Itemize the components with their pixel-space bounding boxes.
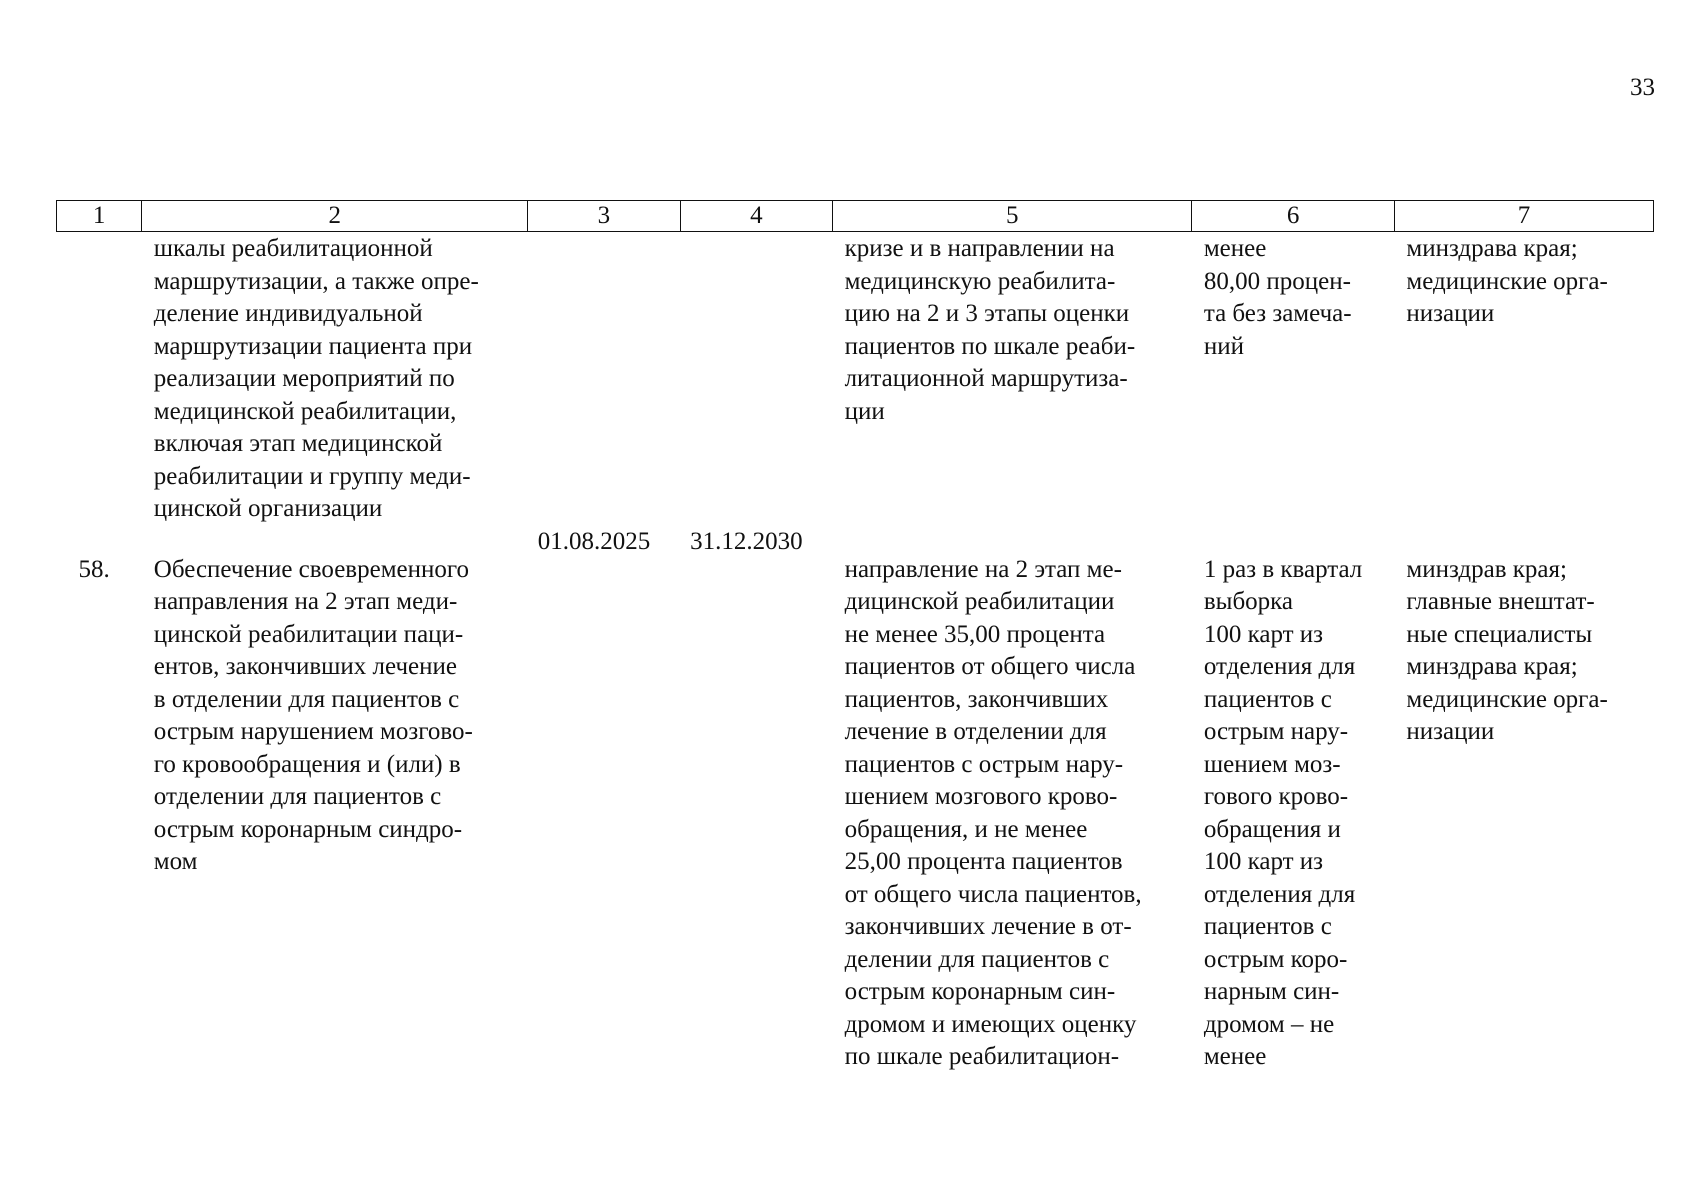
- cell-indicator: кризе и в направлении на медицинскую реабилита- цию на 2 и 3 этапы оценки пациентов по шкале реаби- литационной маршрутиза- ции: [844, 235, 1136, 425]
- cell-empty: [57, 232, 142, 526]
- cell-description: шкалы реабилитационной маршрутизации, а также опре- деление индивидуальной маршрутизации пациента при реализации мероприятий по медицинской реабилитации, включая этап медицинской реабилитации и группу меди- цинской организации: [153, 235, 479, 522]
- table-row-58: [57, 526, 1654, 1074]
- cell-responsible: минздрав края; главные внештат- ные специалисты минздрава края; медицинские орга- низации: [1406, 555, 1608, 745]
- cell-end-date: 31.12.2030: [690, 527, 803, 555]
- column-number: 3: [528, 201, 680, 232]
- cell-responsible: минздрава края; медицинские орга- низации: [1406, 235, 1608, 327]
- cell-row-number: 58.: [78, 555, 110, 583]
- cell-description: Обеспечение своевременного направления на 2 этап меди- цинской реабилитации паци- ентов, закончивших лечение в отделении для пациентов с острым нарушением мозгово- го кровообращения и (или) в отделении для пациентов с острым коронарным синдро- мом: [153, 555, 473, 875]
- page-number: 33: [1630, 74, 1655, 101]
- cell-empty: [528, 232, 680, 526]
- cell-control: 1 раз в квартал выборка 100 карт из отделения для пациентов с острым нару- шением моз- гового крово- обращения и 100 карт из отделения для пациентов с острым коро- нарным син- дромом – не менее: [1203, 555, 1363, 1070]
- table-row-continued: [57, 232, 1654, 526]
- cell-indicator: направление на 2 этап ме- дицинской реабилитации не менее 35,00 процента пациентов от общего числа пациентов, закончивших лечение в отделении для пациентов с острым нару- шением мозгового крово- обращения, и не менее 25,00 процента пациентов от общего числа пациентов, закончивших лечение в от- делении для пациентов с острым коронарным син- дромом и имеющих оценку по шкале реабилитацион-: [844, 555, 1142, 1070]
- column-number: 6: [1192, 201, 1395, 232]
- measures-table: [56, 200, 1654, 1074]
- cell-control: менее 80,00 процен- та без замеча- ний: [1203, 235, 1352, 360]
- column-number: 2: [142, 201, 528, 232]
- column-number: 7: [1394, 201, 1653, 232]
- column-number: 1: [57, 201, 142, 232]
- cell-empty: [680, 232, 832, 526]
- cell-start-date: 01.08.2025: [537, 527, 651, 555]
- column-number: 5: [833, 201, 1192, 232]
- column-number: 4: [680, 201, 832, 232]
- column-number-row: [57, 201, 1654, 232]
